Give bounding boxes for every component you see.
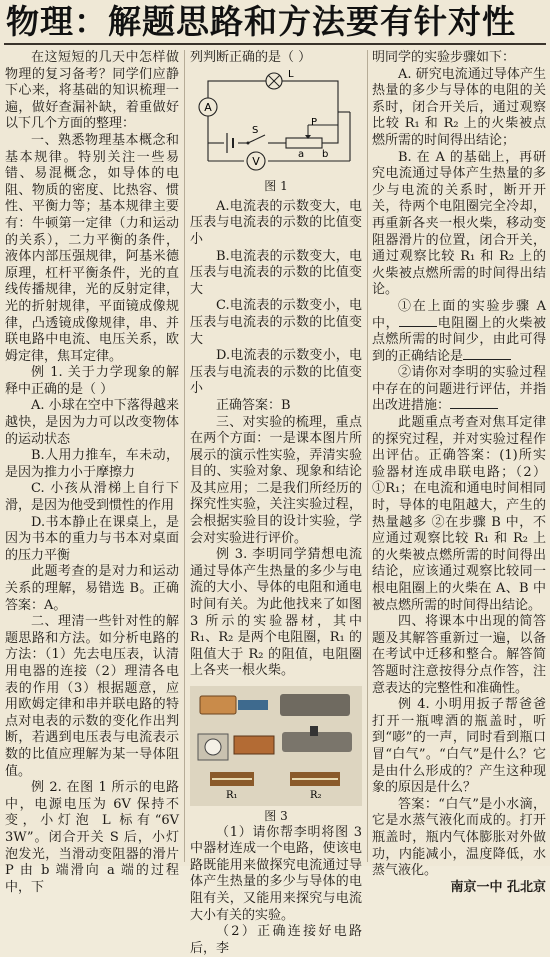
paragraph: 此题考查的是对力和运动关系的理解，易错选 B。正确答案：A。 [5,564,179,613]
label-ammeter: A [204,100,212,114]
figure-3-apparatus-photo [190,686,362,806]
figure-1-caption: 图 1 [264,179,288,194]
column-divider [184,50,185,862]
column-1 [5,50,179,896]
paragraph: 在这短短的几天中怎样做物理的复习备考？同学们应静下心来，将基础的知识梳理一遍，做好查漏补缺，着重做好以下几个方面的整理： [5,50,179,132]
option-b: B.电流表的示数变大，电压表与电流表的示数的比值变大 [190,248,362,297]
paragraph: 三、对实验的梳理，重点在两个方面：一是课本图片所展示的演示性实验，弄清实验目的、实验对象、现象和结论及其应用；二是我们所经历的探究性实验，关注实验过程，会根据实验目的设计实验，学会对实验进行评价。 [190,414,362,546]
paragraph: 例 2. 在图 1 所示的电路中，电源电压为 6V 保持不变，小灯泡 L 标有“6V 3W”。闭合开关 S 后，小灯泡发光，当滑动变阻器的滑片 P 由 b 端滑向 a 端的过程中，下 [5,780,179,895]
paragraph: B.人用力推车，车未动，是因为推力小于摩擦力 [5,448,179,480]
label-r1: R₁ [226,790,238,801]
figure-1-circuit [190,69,362,195]
column-2 [190,50,362,957]
question-1-end: 电阻圈上的火柴被点燃所需的时间少，由此可得到的正确结论是 [372,315,546,364]
headline-rule [4,43,546,45]
paragraph: 一、熟悉物理基本概念和基本规律。特别关注一些易错、易混概念，如导体的电阻、物质的密度、比热容、惯性、平衡力等；基本规律主要有：牛顿第一定律（力和运动的关系），二力平衡的条件，液体内部压强规律，阿基米德原理，杠杆平衡条件，光的直线传播规律，光的反射定律，光的折射规律，平面镜成像规律，凸透镜成像规律，串、并联电路中电流、电压关系，欧姆定律，焦耳定律。 [5,132,179,364]
paragraph: 二、理清一些针对性的解题思路和方法。如分析电路的方法：（1）先去电压表，认清用电器的连接（2）理清各电表的作用（3）根据题意，应用欧姆定律和串并联电路的特点对电表的示数的变化作出判断，若遇到电压表与电流表示数的比值应理解为某一导体阻值。 [5,614,179,779]
question-1 [372,299,546,365]
paragraph: 列判断正确的是（ ） [190,50,312,65]
apparatus-illustration [190,686,362,806]
question-2 [372,365,546,415]
label-lamp: L [288,68,294,80]
rheostat-icon [286,138,322,148]
paragraph: 此题重点考查对焦耳定律的探究过程，并对实验过程作出评估。正确答案：(1)所实验器材连成串联电路；（2）①R₁；在电流和通电时间相同时，导体的电阻越大，产生的热量越多 ②在步骤 B 中，不应通过观察比较 R₁ 和 R₂ 上的火柴被点燃所需的时间得出结论，应该通过观察比较同一根电阻圈上的火柴在 A、B 中被点燃所需的时间得出结论。 [372,415,546,613]
figure-3-caption: 图 3 [264,809,288,823]
paragraph: 例 3. 李明同学猜想电流通过导体产生热量的多少与电流的大小、导体的电阻和通电时间有关。为此他找来了如图 3 所示的实验器材，其中 R₁、R₂ 是两个电阻圈，R₁ 的阻值大于 R₂ 的阻值，电阻圈上各夹一根火柴。 [190,547,362,679]
paragraph: B. 在 A 的基础上，再研究电流通过导体产生热量的多少与电流的关系时，断开开关，待两个电阻圈完全冷却，再重新各夹一根火柴，移动变阻器滑片的位置，闭合开关，通过观察比较 R₁ 和 R₂ 上的火柴被点燃所需的时间得出结论。 [372,149,546,298]
paragraph: A. 小球在空中下落得越来越快，是因为力可以改变物体的运动状态 [5,398,179,447]
column-divider [367,50,368,862]
label-a: a [298,148,305,160]
question-2-text: ②请你对李明的实验过程中存在的问题进行评估，并指出改进措施： [372,365,546,414]
label-voltmeter: V [252,154,260,168]
answer-blank [463,349,511,360]
paragraph: 例 4. 小明用扳子帮爸爸打开一瓶啤酒的瓶盖时，听到“嘭”的一声，同时看到瓶口冒“白气”。“白气”是什么？它是由什么形成的？产生这种现象的原因是什么？ [372,697,546,796]
paragraph: 例 1. 关于力学现象的解释中正确的是（ ） [5,365,179,397]
article-headline: 物理：解题思路和方法要有针对性 [6,2,516,41]
answer-blank [450,398,498,409]
answer-blank [399,316,437,327]
question-1-start: ①在上面的实验步骤 A 中， [372,298,546,331]
option-c: C.电流表的示数变小，电压表与电流表的示数的比值变大 [190,298,362,347]
paragraph: D.书本静止在课桌上，是因为书本的重力与书本对桌面的压力平衡 [5,514,179,563]
paragraph: 答案：“白气”是小水滴，它是水蒸气液化而成的。打开瓶盖时，瓶内气体膨胀对外做功，内能减小，温度降低，水蒸气液化。 [372,796,546,879]
option-d: D.电流表的示数变小，电压表与电流表的示数的比值变小 [190,348,362,397]
label-slider: P [311,116,318,128]
label-r2: R₂ [310,790,322,801]
label-b: b [322,148,329,160]
paragraph: 明同学的实验步骤如下： [372,50,516,65]
option-a: A.电流表的示数变大，电压表与电流表的示数的比值变小 [190,198,362,247]
column-3 [372,50,546,896]
paragraph: （1）请你帮李明将图 3 中器材连成一个电路，使该电路既能用来做探究电流通过导体产生热量的多少与导体的电阻有关，又能用来探究与电流大小有关的实验。 [190,824,362,923]
label-switch: S [252,124,259,136]
paragraph: （2）正确连接好电路后，李 [190,924,362,956]
paragraph: 四、将课本中出现的简答题及其解答重新过一遍，以备在考试中迁移和整合。解答简答题时注意按得分点作答，注意表达的完整性和准确性。 [372,614,546,696]
circuit-diagram [190,69,362,173]
paragraph: A. 研究电流通过导体产生热量的多少与导体的电阻的关系时，闭合开关后，通过观察比较 R₁ 和 R₂ 上的火柴被点燃所需的时间得出结论； [372,66,546,148]
paragraph: C. 小孩从滑梯上自行下滑，是因为他受到惯性的作用 [5,481,179,514]
author-byline: 南京一中 孔北京 [450,879,546,895]
answer-line: 正确答案：B [216,397,291,413]
